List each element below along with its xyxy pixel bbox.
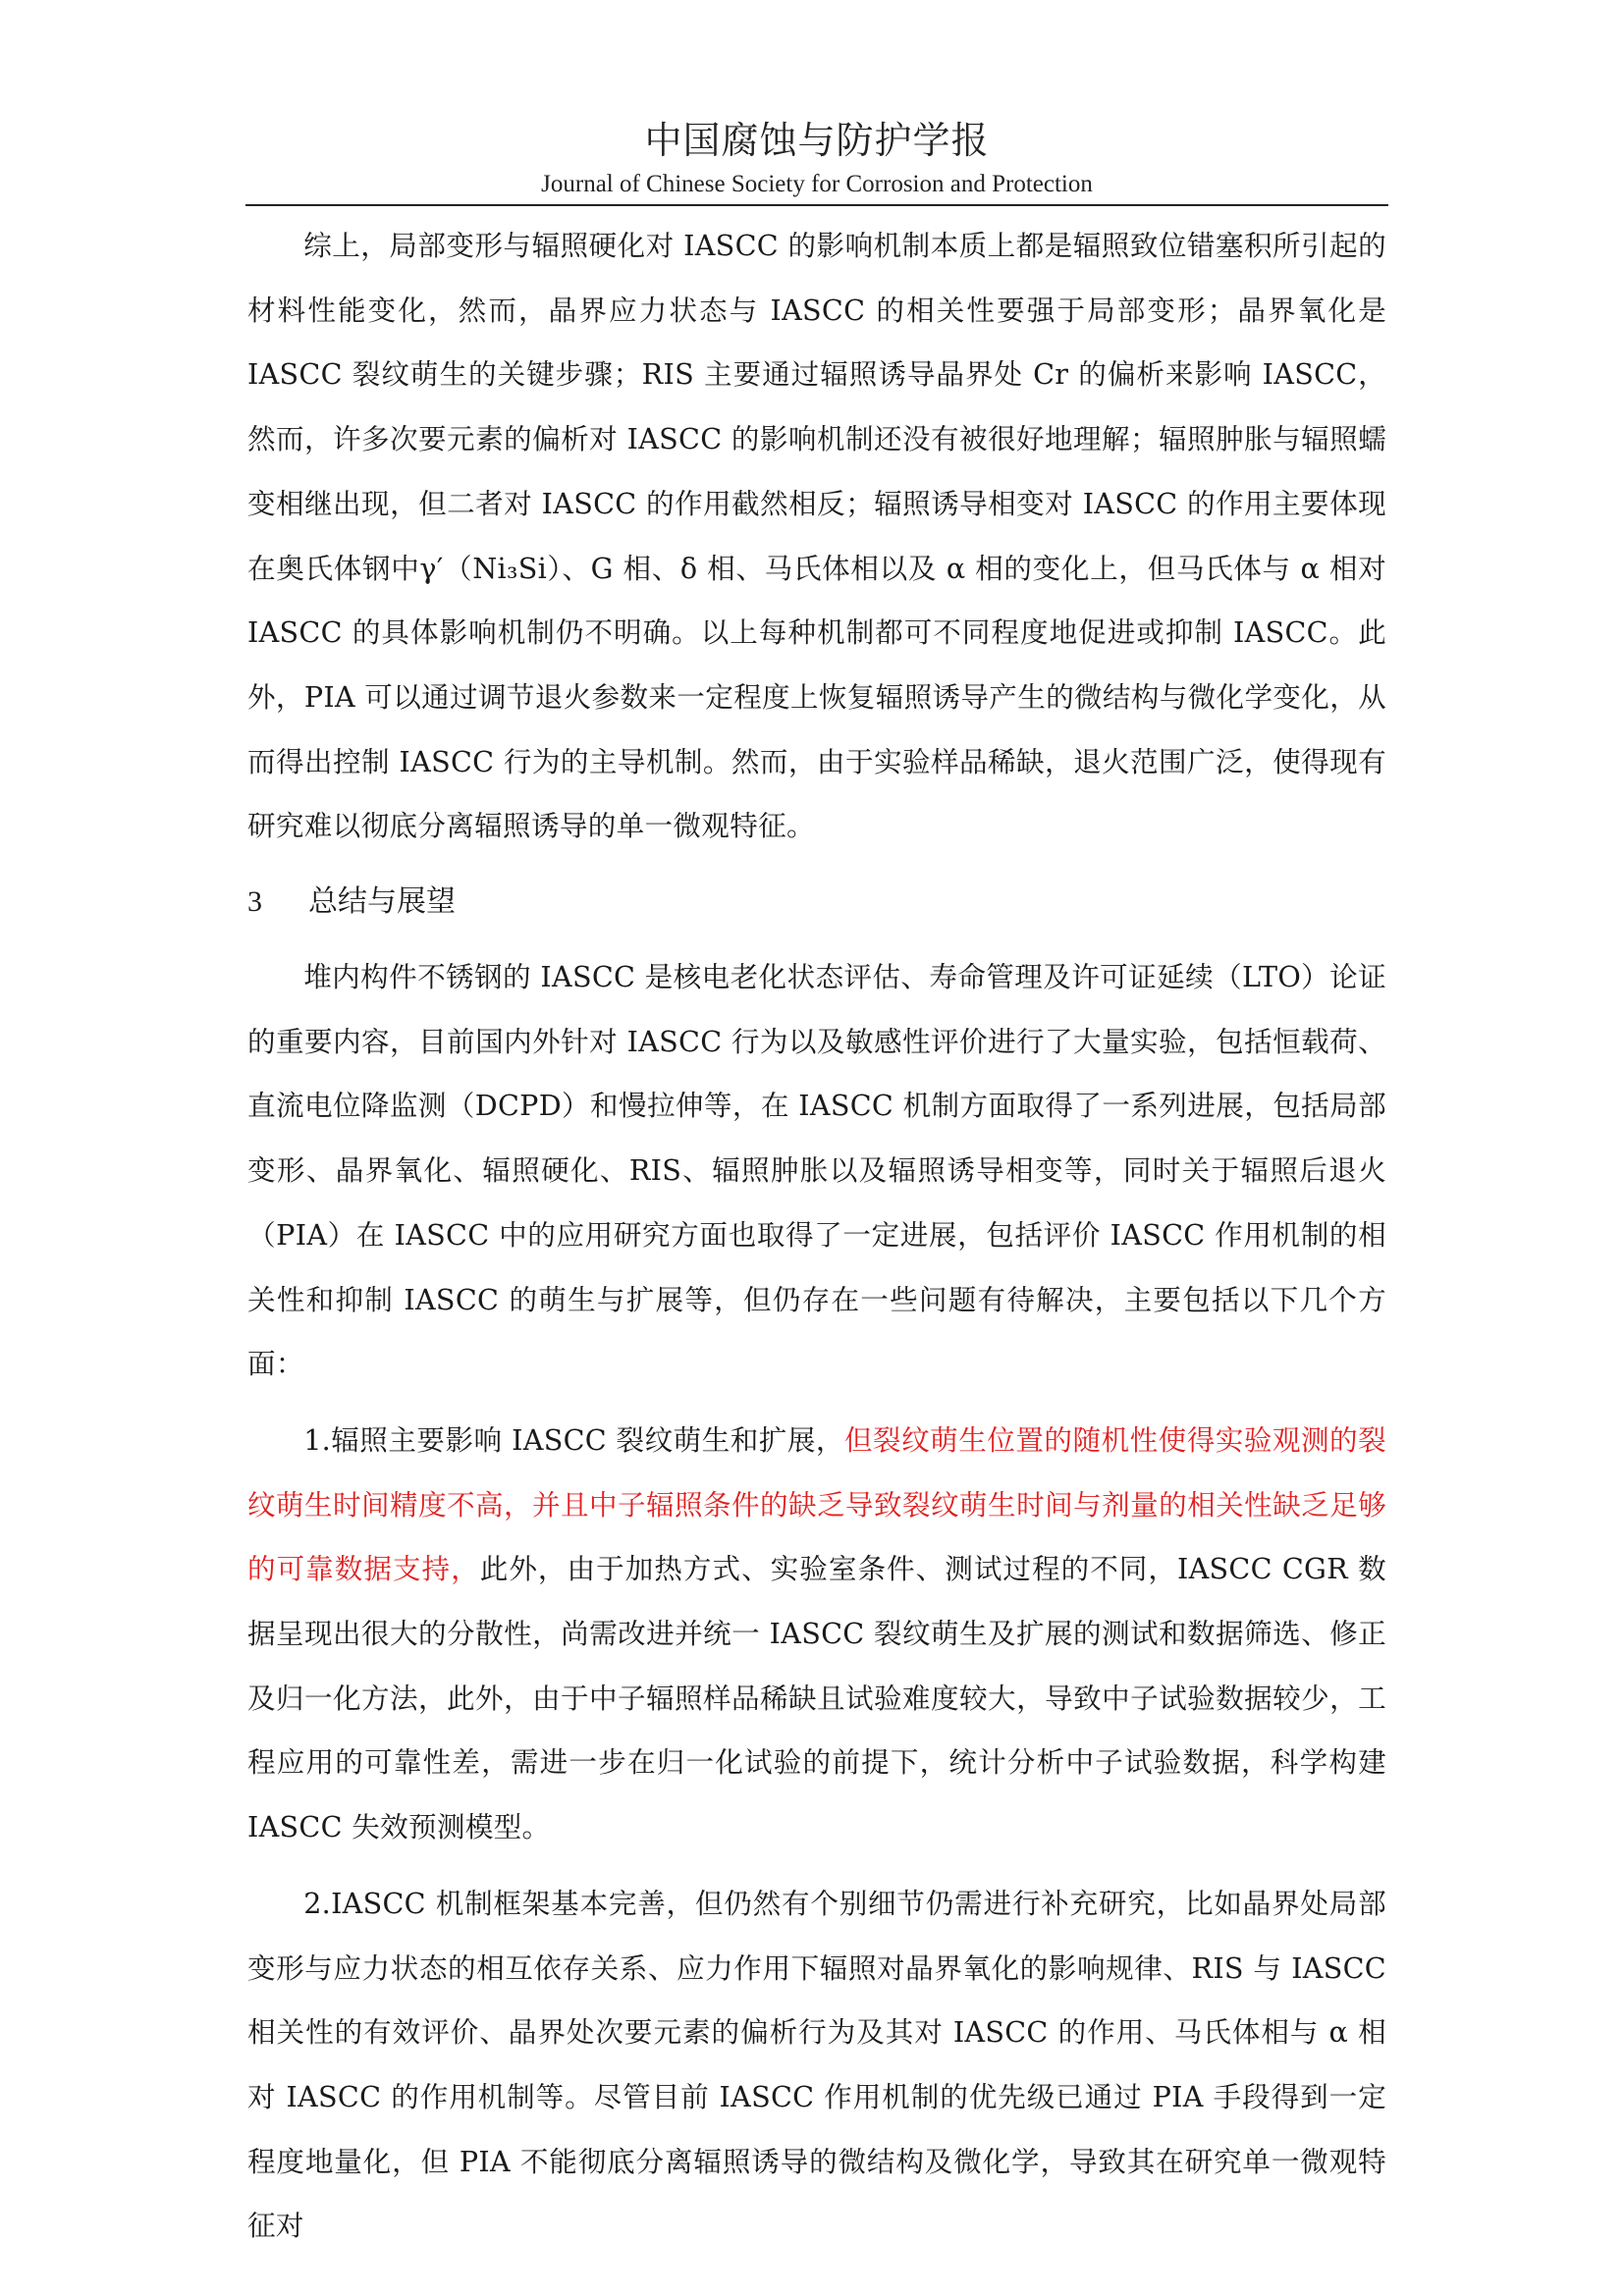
- journal-subtitle: Journal of Chinese Society for Corrosion and Protection: [541, 171, 1093, 197]
- header-rule: [245, 204, 1388, 206]
- paragraph-overview: 堆内构件不锈钢的 IASCC 是核电老化状态评估、寿命管理及许可证延续（LTO）论证的重要内容，目前国内外针对 IASCC 行为以及敏感性评价进行了大量实验，包括恒载荷、直流电位降监测（DCPD）和慢拉伸等，在 IASCC 机制方面取得了一系列进展，包括局部变形、晶界氧化、辐照硬化、RIS、辐照肿胀以及辐照诱导相变等，同时关于辐照后退火（PIA）在 IASCC 中的应用研究方面也取得了一定进展，包括评价 IASCC 作用机制的相关性和抑制 IASCC 的萌生与扩展等，但仍存在一些问题有待解决，主要包括以下几个方面：: [247, 960, 1386, 1381]
- point-1-intro: 1.辐照主要影响 IASCC 裂纹萌生和扩展，: [303, 1422, 844, 1457]
- journal-header: [245, 116, 1388, 200]
- paragraph-point-1: [247, 1409, 1386, 1860]
- point-1-rest: 此外，由于加热方式、实验室条件、测试过程的不同，IASCC CGR 数据呈现出很大的分散性，尚需改进并统一 IASCC 裂纹萌生及扩展的测试和数据筛选、修正及归一化方法，此外，由于中子辐照样品稀缺且试验难度较大，导致中子试验数据较少，工程应用的可靠性差，需进一步在归一化试验的前提下，统计分析中子试验数据，科学构建 IASCC 失效预测模型。: [247, 1552, 1386, 1844]
- point-1-highlighted-text: 但裂纹萌生位置的随机性使得实验观测的裂纹萌生时间精度不高，并且中子辐照条件的缺乏导致裂纹萌生时间与剂量的相关性缺乏足够的可靠数据支持，: [247, 1422, 1386, 1586]
- section-number: 3: [247, 885, 262, 919]
- journal-title: 中国腐蚀与防护学报: [644, 119, 990, 162]
- section-heading: [247, 873, 1386, 932]
- paragraph-summary: 综上，局部变形与辐照硬化对 IASCC 的影响机制本质上都是辐照致位错塞积所引起的材料性能变化，然而，晶界应力状态与 IASCC 的相关性要强于局部变形；晶界氧化是 IASCC 裂纹萌生的关键步骤；RIS 主要通过辐照诱导晶界处 Cr 的偏析来影响 IASCC，然而，许多次要元素的偏析对 IASCC 的影响机制还没有被很好地理解；辐照肿胀与辐照蠕变相继出现，但二者对 IASCC 的作用截然相反；辐照诱导相变对 IASCC 的作用主要体现在奥氏体钢中γ′（Ni₃Si）、G 相、δ 相、马氏体相以及 α 相的变化上，但马氏体与 α 相对 IASCC 的具体影响机制仍不明确。以上每种机制都可不同程度地促进或抑制 IASCC。此外，PIA 可以通过调节退火参数来一定程度上恢复辐照诱导产生的微结构与微化学变化，从而得出控制 IASCC 行为的主导机制。然而，由于实验样品稀缺，退火范围广泛，使得现有研究难以彻底分离辐照诱导的单一微观特征。: [247, 229, 1386, 843]
- section-title: 总结与展望: [308, 884, 456, 920]
- article-body: [247, 214, 1386, 2259]
- paragraph-point-2: 2.IASCC 机制框架基本完善，但仍然有个别细节仍需进行补充研究，比如晶界处局部变形与应力状态的相互依存关系、应力作用下辐照对晶界氧化的影响规律、RIS 与 IASCC 相关性的有效评价、晶界处次要元素的偏析行为及其对 IASCC 的作用、马氏体相与 α 相对 IASCC 的作用机制等。尽管目前 IASCC 作用机制的优先级已通过 PIA 手段得到一定程度地量化，但 PIA 不能彻底分离辐照诱导的微结构及微化学，导致其在研究单一微观特征对: [247, 1886, 1386, 2243]
